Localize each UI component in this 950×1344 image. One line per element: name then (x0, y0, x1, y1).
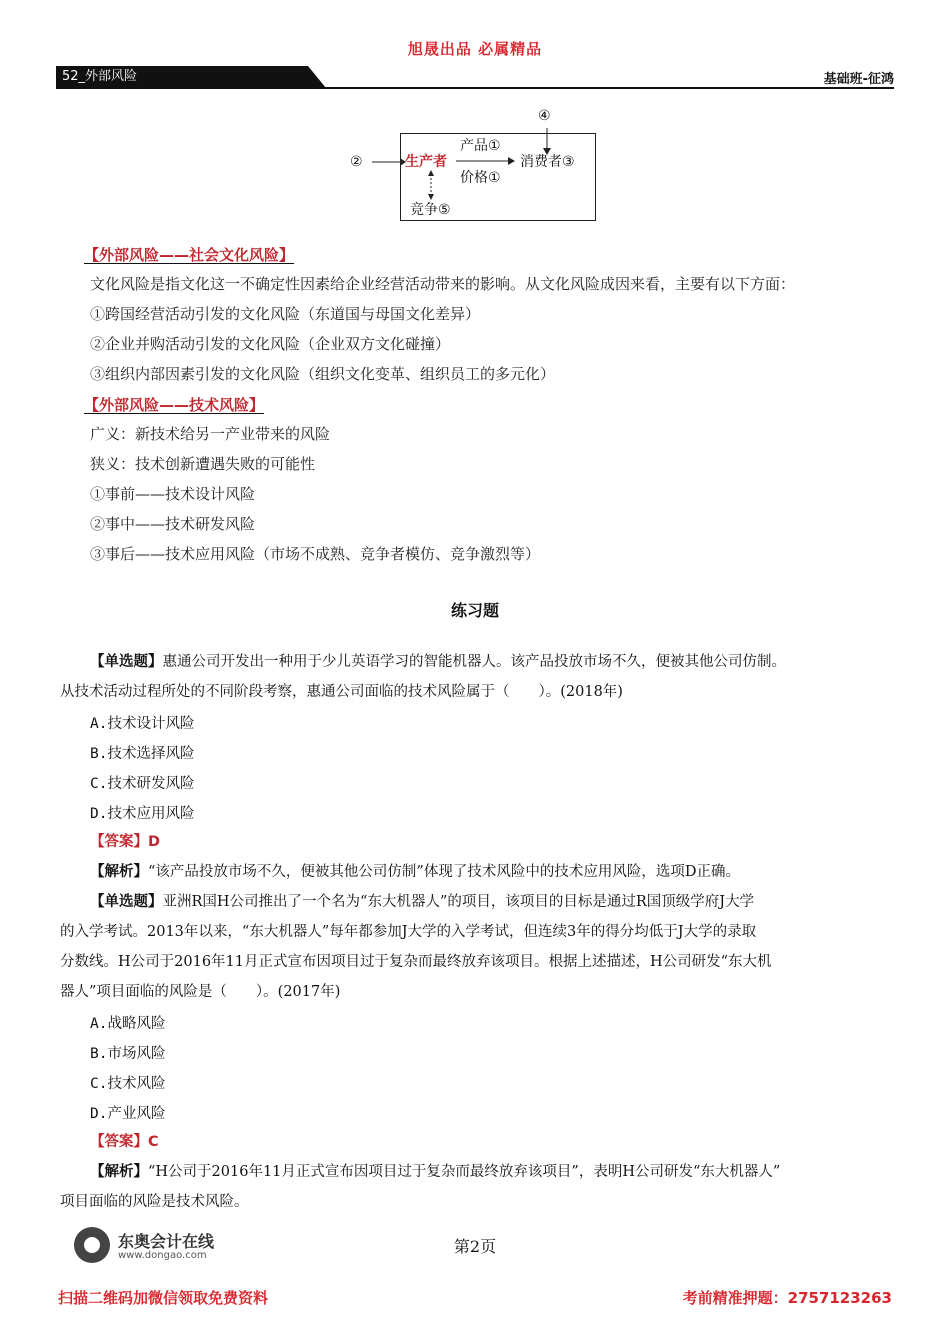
tech-line: ①事前——技术设计风险 (90, 485, 256, 503)
culture-line: ②企业并购活动引发的文化风险（企业双方文化碰撞） (90, 335, 451, 353)
culture-line: ①跨国经营活动引发的文化风险（东道国与母国文化差异） (90, 305, 481, 323)
q2-analysis-text2: 项目面临的风险是技术风险。 (60, 1194, 249, 1210)
footer-promo-right: 考前精准押题：2757123263 (682, 1289, 892, 1307)
top-slogan: 旭晟出品 必属精品 (407, 40, 543, 58)
q2-analysis (90, 1162, 780, 1182)
diagram-competition: 竞争⑤ (410, 202, 451, 218)
logo-url: www.dongao.com (118, 1250, 207, 1261)
tech-line: ③事后——技术应用风险（市场不成熟、竞争者模仿、竞争激烈等） (90, 545, 541, 563)
q1-answer (90, 832, 160, 852)
q1-option: B.技术选择风险 (90, 746, 195, 762)
culture-line: 文化风险是指文化这一不确定性因素给企业经营活动带来的影响。从文化风险成因来看，主要有以下方面： (90, 275, 796, 293)
q2-line3: 分数线。H公司于2016年11月正式宣布因项目过于复杂而最终放弃该项目。根据上述描述，H公司研发“东大机 (60, 954, 772, 970)
q1-answer-value: D (148, 834, 161, 850)
diagram-product: 产品① (460, 138, 501, 154)
q1-stem (90, 652, 786, 672)
tech-line: 广义：新技术给另一产业带来的风险 (90, 425, 331, 443)
q2-option: D.产业风险 (90, 1106, 166, 1122)
q1-line1: 惠通公司开发出一种用于少儿英语学习的智能机器人。该产品投放市场不久，便被其他公司仿制。 (162, 654, 786, 670)
q2-line1: 亚洲R国H公司推出了一个名为“东大机器人”的项目，该项目的目标是通过R国顶级学府J大学 (162, 894, 755, 910)
q1-option: A.技术设计风险 (90, 716, 195, 732)
culture-line: ③组织内部因素引发的文化风险（组织文化变革、组织员工的多元化） (90, 365, 556, 383)
culture-section-title: 【外部风险——社会文化风险】 (84, 246, 295, 264)
section-tag: 52_外部风险 (62, 69, 138, 84)
q2-answer (90, 1132, 159, 1152)
q2-option: A.战略风险 (90, 1016, 166, 1032)
q1-analysis-text: “该产品投放市场不久，便被其他公司仿制”体现了技术风险中的技术应用风险，选项D正确。 (148, 864, 740, 880)
q2-analysis-label: 【解析】 (90, 1164, 148, 1180)
exercise-title: 练习题 (450, 601, 499, 620)
diagram-node-4: ④ (538, 108, 551, 124)
diagram-consumer: 消费者③ (520, 154, 575, 170)
q1-line2: 从技术活动过程所处的不同阶段考察，惠通公司面临的技术风险属于（ ）。(2018年) (60, 684, 623, 700)
q2-line2: 的入学考试。2013年以来，“东大机器人”每年都参加J大学的入学考试，但连续3年的得分均低于J大学的录取 (60, 924, 757, 940)
q2-stem (90, 892, 754, 912)
tech-section-title: 【外部风险——技术风险】 (84, 396, 265, 414)
diagram-arrows (330, 100, 620, 230)
diagram-price: 价格① (460, 170, 501, 186)
diagram-node-2: ② (350, 154, 363, 170)
footer-promo-left: 扫描二维码加微信领取免费资料 (58, 1289, 269, 1307)
q2-option: C.技术风险 (90, 1076, 166, 1092)
page-number: 第2页 (453, 1237, 497, 1256)
q2-line4: 器人”项目面临的风险是（ ）。(2017年) (60, 984, 341, 1000)
q2-label: 【单选题】 (90, 894, 163, 910)
course-name: 基础班-征鸿 (823, 72, 894, 87)
tech-line: 狭义：技术创新遭遇失败的可能性 (90, 455, 316, 473)
logo-name: 东奥会计在线 (118, 1232, 215, 1251)
tech-line: ②事中——技术研发风险 (90, 515, 256, 533)
q2-option: B.市场风险 (90, 1046, 166, 1062)
header-divider (56, 87, 894, 89)
q1-answer-label: 【答案】 (90, 834, 148, 850)
q1-analysis (90, 862, 740, 882)
q1-option: C.技术研发风险 (90, 776, 195, 792)
q2-answer-label: 【答案】 (90, 1134, 148, 1150)
q2-analysis-text1: “H公司于2016年11月正式宣布因项目过于复杂而最终放弃该项目”，表明H公司研发“东大机器人” (148, 1164, 781, 1180)
q1-option: D.技术应用风险 (90, 806, 195, 822)
q1-label: 【单选题】 (90, 654, 163, 670)
q1-analysis-label: 【解析】 (90, 864, 148, 880)
q2-answer-value: C (148, 1134, 159, 1150)
diagram-producer: 生产者 (405, 154, 447, 170)
